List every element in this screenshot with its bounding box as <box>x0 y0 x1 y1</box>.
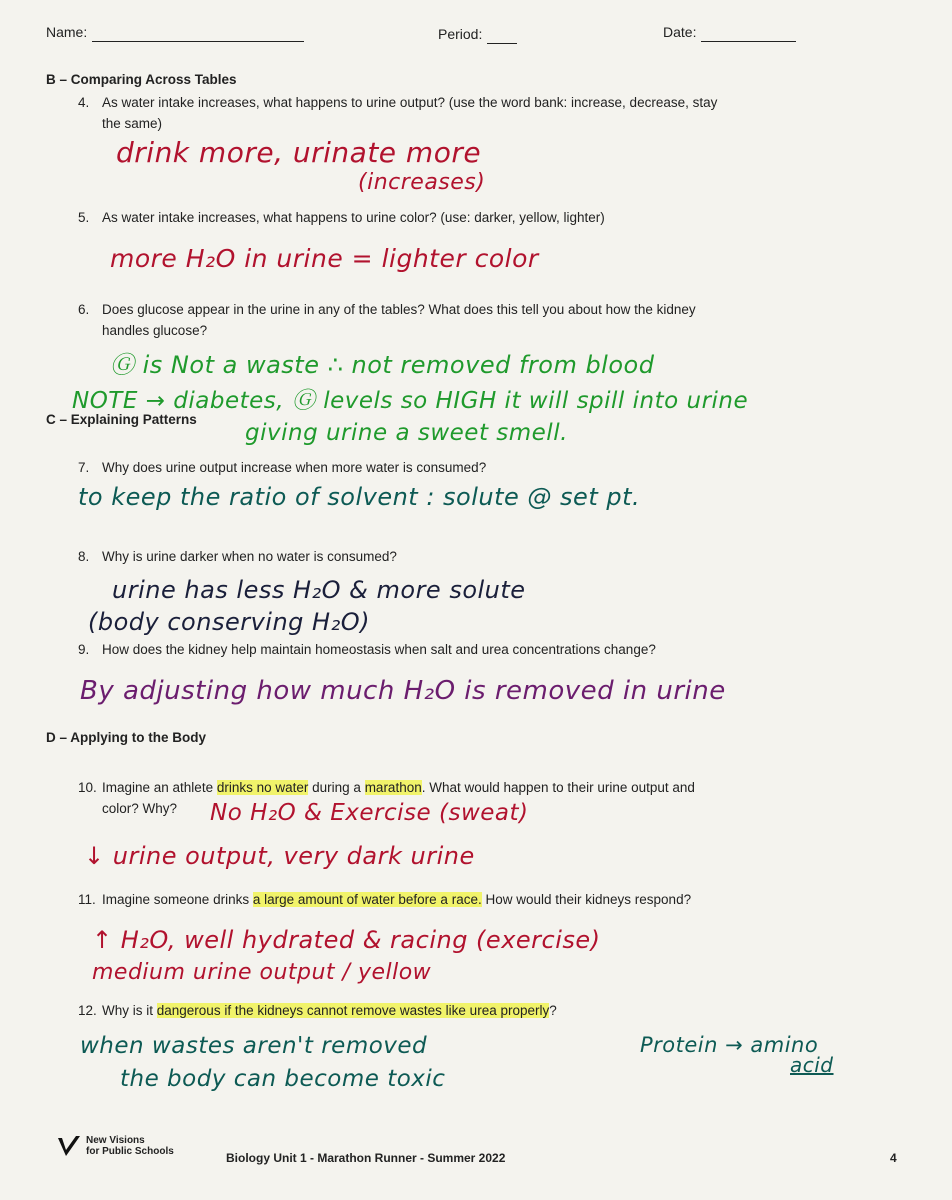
answer-12-line1: when wastes aren't removed <box>80 1033 428 1059</box>
answer-5: more H₂O in urine = lighter color <box>110 244 539 273</box>
answer-12-line2: the body can become toxic <box>120 1066 446 1092</box>
date-field <box>663 24 796 42</box>
question-number: 5. <box>78 210 90 225</box>
highlight: marathon <box>364 780 422 795</box>
question-number: 11. <box>78 892 96 907</box>
course-title: Biology Unit 1 - Marathon Runner - Summer 2022 <box>226 1151 506 1165</box>
question-12 <box>78 1000 918 1021</box>
org-line: New Visions <box>86 1135 145 1146</box>
question-11 <box>78 889 918 910</box>
answer-8-line1: urine has less H₂O & more solute <box>112 576 526 604</box>
answer-6-line1: Ⓖ is Not a waste ∴ not removed from blood <box>110 351 655 379</box>
section-d-heading: D – Applying to the Body <box>46 730 206 745</box>
answer-7: to keep the ratio of solvent : solute @ set pt. <box>78 483 641 511</box>
question-text: As water intake increases, what happens to urine color? (use: darker, yellow, lighter) <box>102 210 605 225</box>
question-text: Why is urine darker when no water is consumed? <box>102 549 397 564</box>
question-text: Imagine someone drinks <box>102 892 253 907</box>
answer-10-line1: No H₂O & Exercise (sweat) <box>210 800 529 826</box>
question-text: Why does urine output increase when more water is consumed? <box>102 460 487 475</box>
question-number: 7. <box>78 460 90 475</box>
date-label: Date: <box>663 24 697 40</box>
section-c-heading: C – Explaining Patterns <box>46 412 197 427</box>
answer-11-line1: ↑ H₂O, well hydrated & racing (exercise) <box>92 926 601 954</box>
name-line[interactable] <box>92 41 304 42</box>
question-6 <box>78 299 898 341</box>
nvps-logo-icon <box>56 1134 82 1163</box>
date-line[interactable] <box>701 41 796 42</box>
question-text: color? Why? <box>102 801 178 816</box>
answer-11-line2: medium urine output / yellow <box>92 960 432 985</box>
question-8 <box>78 546 898 567</box>
question-5 <box>78 207 898 228</box>
period-line[interactable] <box>487 43 517 44</box>
answer-4-line1: drink more, urinate more <box>116 136 482 169</box>
answer-10-line2: ↓ urine output, very dark urine <box>84 842 475 870</box>
section-b-heading: B – Comparing Across Tables <box>46 72 237 87</box>
question-text: How would their kidneys respond? <box>481 892 692 907</box>
question-text: the same) <box>102 116 163 131</box>
question-9 <box>78 639 918 660</box>
name-label: Name: <box>46 24 88 40</box>
answer-6-line2: NOTE → diabetes, Ⓖ levels so HIGH it will spill into urine <box>72 388 749 414</box>
question-text: handles glucose? <box>102 323 208 338</box>
question-text: Does glucose appear in the urine in any of the tables? What does this tell you about how the kidney <box>102 302 696 317</box>
answer-9: By adjusting how much H₂O is removed in urine <box>80 676 726 706</box>
question-number: 4. <box>78 95 90 110</box>
name-field <box>46 24 304 42</box>
highlight: a large amount of water before a race. <box>252 892 482 907</box>
page-number: 4 <box>890 1151 897 1165</box>
org-name <box>86 1135 174 1157</box>
question-text: Why is it <box>102 1003 157 1018</box>
answer-8-line2: (body conserving H₂O) <box>88 608 370 636</box>
answer-4-line2: (increases) <box>358 170 486 195</box>
question-4 <box>78 92 898 134</box>
question-number: 10. <box>78 780 97 795</box>
question-number: 8. <box>78 549 90 564</box>
question-text: during a <box>308 780 365 795</box>
question-text: How does the kidney help maintain homeostasis when salt and urea concentrations change? <box>102 642 656 657</box>
answer-12-note: Protein → amino <box>640 1033 819 1057</box>
question-text: As water intake increases, what happens to urine output? (use the word bank: increase, decrease, stay <box>102 95 718 110</box>
answer-6-line3: giving urine a sweet smell. <box>245 420 568 446</box>
question-number: 9. <box>78 642 90 657</box>
org-line: for Public Schools <box>86 1146 174 1157</box>
question-7 <box>78 457 898 478</box>
question-text: Imagine an athlete <box>102 780 217 795</box>
question-text: . What would happen to their urine output and <box>421 780 695 795</box>
question-text: ? <box>549 1003 557 1018</box>
period-label: Period: <box>438 26 483 42</box>
question-number: 12. <box>78 1003 97 1018</box>
highlight: drinks no water <box>216 780 309 795</box>
answer-12-note2: acid <box>790 1053 834 1077</box>
question-number: 6. <box>78 302 90 317</box>
period-field <box>438 26 517 44</box>
highlight: dangerous if the kidneys cannot remove wastes like urea properly <box>156 1003 550 1018</box>
